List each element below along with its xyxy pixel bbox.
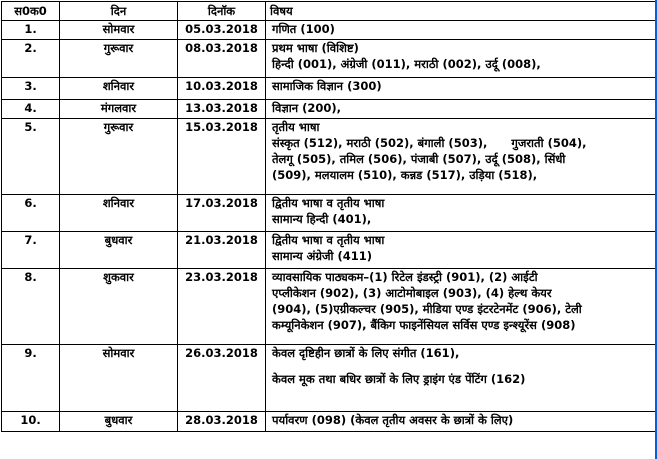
table-row — [2, 100, 656, 119]
subject-line: सामाजिक विज्ञान (300) — [272, 79, 382, 93]
table-row — [2, 232, 656, 269]
row-date: 10.03.2018 — [178, 78, 266, 100]
row-serial: 9. — [2, 345, 60, 412]
row-day: गुरूवार — [60, 119, 178, 195]
subject-line: हिन्दी (001), अंग्रेजी (011), मराठी (002), उर्दू (008), — [272, 57, 541, 71]
row-subject — [266, 100, 656, 119]
row-serial: 1. — [2, 21, 60, 40]
subject-line: कम्यूनिकेशन (907), बैंकिग फाइनेंसियल सर्विस एण्ड इन्श्यूरेंस (908) — [272, 318, 576, 332]
subject-line: सामान्य हिन्दी (401), — [272, 212, 372, 226]
row-serial: 7. — [2, 232, 60, 269]
subject-line: पर्यावरण (098) (केवल तृतीय अवसर के छात्रों के लिए) — [272, 413, 514, 427]
row-subject — [266, 195, 656, 232]
row-serial: 6. — [2, 195, 60, 232]
row-subject — [266, 119, 656, 195]
row-date: 17.03.2018 — [178, 195, 266, 232]
row-day: बुधवार — [60, 412, 178, 432]
subject-line: तेलगू (505), तमिल (506), पंजाबी (507), उर्दू (508), सिंधी — [272, 152, 566, 166]
row-date: 15.03.2018 — [178, 119, 266, 195]
header-subject: विषय — [266, 2, 656, 21]
subject-line: केवल मूक तथा बधिर छात्रों के लिए ड्राइंग एंड पेंटिंग (162) — [272, 372, 526, 386]
subject-line: द्वितीय भाषा व तृतीय भाषा — [272, 233, 385, 247]
row-serial: 3. — [2, 78, 60, 100]
row-date: 21.03.2018 — [178, 232, 266, 269]
row-subject — [266, 40, 656, 78]
row-day: गुरूवार — [60, 40, 178, 78]
row-serial: 4. — [2, 100, 60, 119]
row-day: शनिवार — [60, 78, 178, 100]
row-serial: 8. — [2, 269, 60, 345]
subject-line: (904), (5)एग्रीकल्चर (905), मीडिया एण्ड इंटरटेनमेंट (906), टेली — [272, 302, 582, 316]
table-row — [2, 78, 656, 100]
row-date: 05.03.2018 — [178, 21, 266, 40]
subject-line: केवल दृष्टिहीन छात्रों के लिए संगीत (161), — [272, 346, 460, 360]
table-row — [2, 269, 656, 345]
row-subject — [266, 345, 656, 412]
row-date: 26.03.2018 — [178, 345, 266, 412]
header-date: दिनॉक — [178, 2, 266, 21]
table-row — [2, 21, 656, 40]
subject-line: व्यावसायिक पाठ्यकम–(1) रिटेल इंडस्ट्री (901), (2) आईटी — [272, 270, 538, 284]
row-date: 23.03.2018 — [178, 269, 266, 345]
header-serial: स0क0 — [2, 2, 60, 21]
row-serial: 2. — [2, 40, 60, 78]
subject-line: गणित (100) — [272, 22, 335, 36]
subject-line: (509), मलयालम (510), कन्नड (517), उड़िया (518), — [272, 168, 538, 182]
table-row — [2, 195, 656, 232]
row-subject — [266, 232, 656, 269]
row-subject — [266, 269, 656, 345]
subject-line: प्रथम भाषा (विशिष्ट) — [272, 41, 359, 55]
row-day: सोमवार — [60, 21, 178, 40]
header-row — [2, 2, 656, 21]
subject-line: सामान्य अंग्रेजी (411) — [272, 249, 372, 263]
row-serial: 5. — [2, 119, 60, 195]
row-day: शुकवार — [60, 269, 178, 345]
subject-line: तृतीय भाषा — [272, 120, 320, 134]
schedule-table — [1, 1, 656, 432]
row-subject — [266, 412, 656, 432]
row-day: बुधवार — [60, 232, 178, 269]
table-row — [2, 40, 656, 78]
row-date: 08.03.2018 — [178, 40, 266, 78]
table-row — [2, 345, 656, 412]
line-gap — [272, 361, 651, 371]
table-row — [2, 412, 656, 432]
subject-line: द्वितीय भाषा व तृतीय भाषा — [272, 196, 385, 210]
subject-line: एप्लीकेशन (902), (3) आटोमोबाइल (903), (4) हेल्थ केयर — [272, 286, 552, 300]
subject-line: विज्ञान (200), — [272, 101, 341, 115]
row-day: मंगलवार — [60, 100, 178, 119]
row-day: शनिवार — [60, 195, 178, 232]
row-serial: 10. — [2, 412, 60, 432]
header-day: दिन — [60, 2, 178, 21]
row-subject — [266, 21, 656, 40]
table-row — [2, 119, 656, 195]
row-day: सोमवार — [60, 345, 178, 412]
row-date: 13.03.2018 — [178, 100, 266, 119]
subject-line: संस्कृत (512), मराठी (502), बंगाली (503), गुजराती (504), — [272, 136, 587, 150]
row-date: 28.03.2018 — [178, 412, 266, 432]
row-subject — [266, 78, 656, 100]
